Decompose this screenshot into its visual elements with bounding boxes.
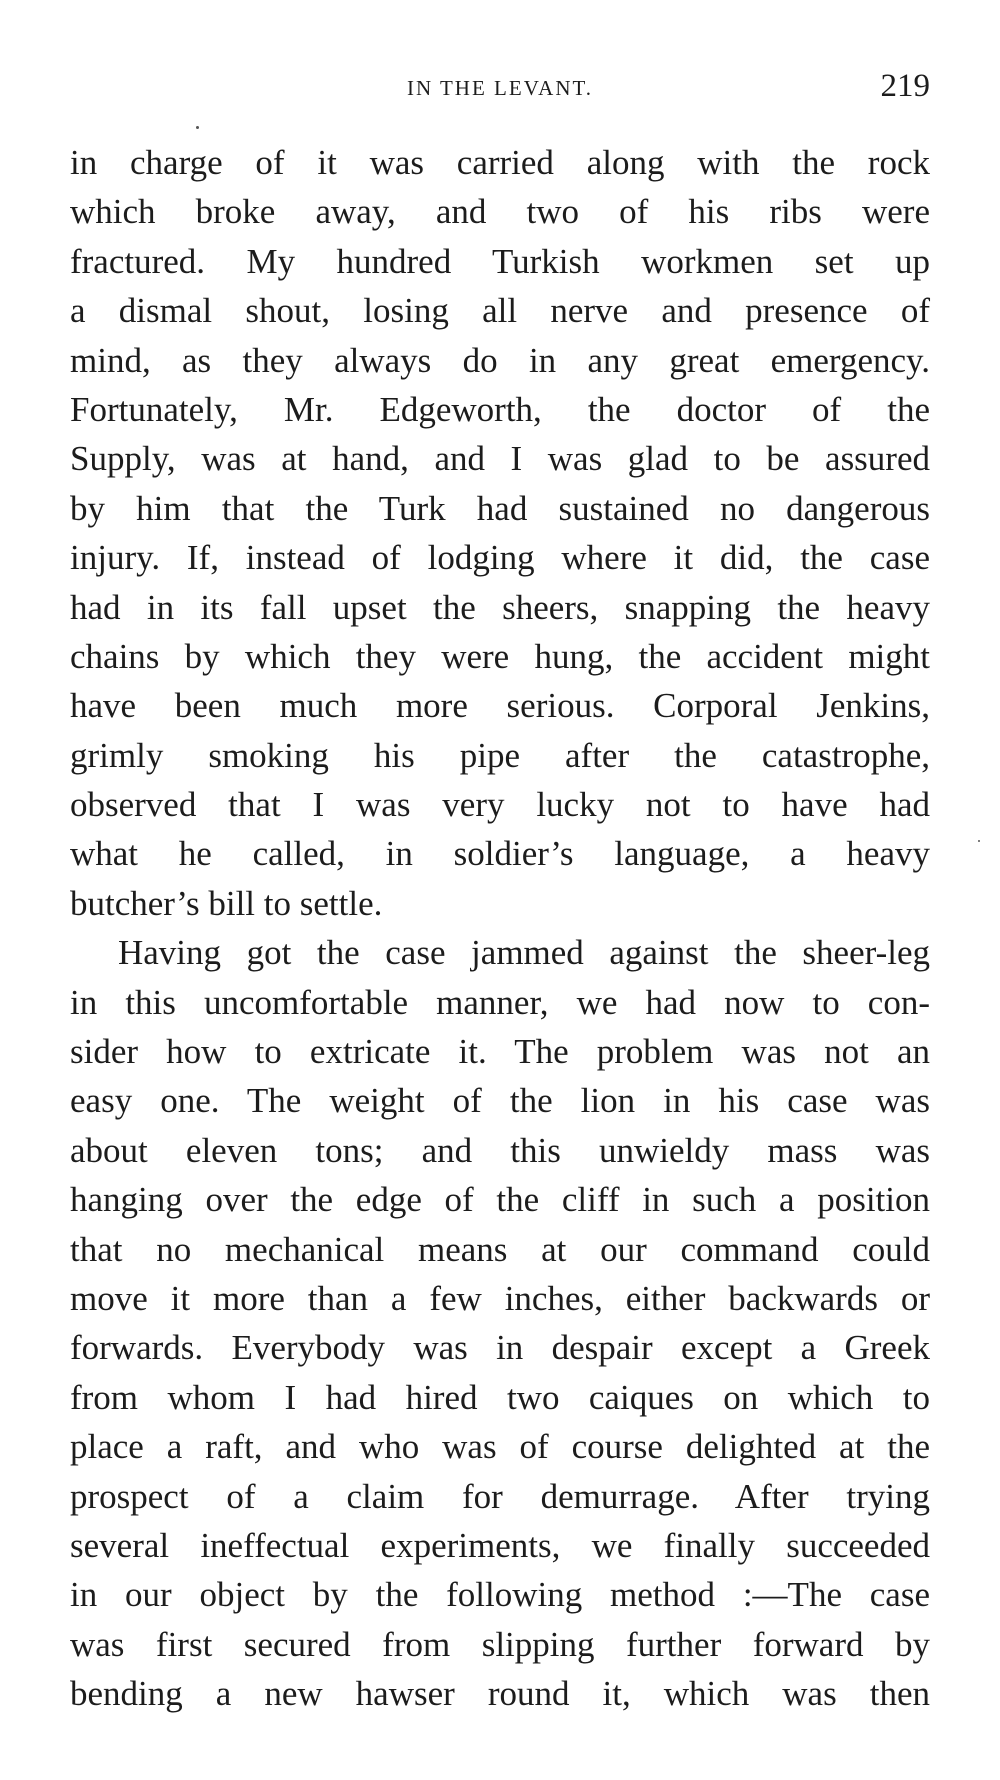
text-line: observed that I was very lucky not to have had — [70, 785, 930, 825]
text-line: Supply, was at hand, and I was glad to be assured — [70, 439, 930, 479]
text-line: about eleven tons; and this unwieldy mass was — [70, 1130, 930, 1170]
paragraph — [70, 138, 930, 928]
text-line: injury. If, instead of lodging where it did, the case — [70, 538, 930, 578]
text-line: in charge of it was carried along with the rock — [70, 143, 930, 182]
text-line: fractured. My hundred Turkish workmen set up — [70, 241, 930, 281]
paragraph — [70, 928, 930, 1718]
text-line: in this uncomfortable manner, we had now to con- — [70, 982, 930, 1022]
text-line: have been much more serious. Corporal Jenkins, — [70, 686, 930, 726]
text-line: Having got the case jammed against the sheer-leg — [118, 933, 930, 973]
text-line: easy one. The weight of the lion in his case was — [70, 1081, 930, 1121]
text-line: sider how to extricate it. The problem was not an — [70, 1032, 930, 1072]
text-line: which broke away, and two of his ribs were — [70, 192, 930, 232]
running-head — [70, 68, 930, 108]
text-line: move it more than a few inches, either backwards or — [70, 1278, 930, 1318]
text-line: that no mechanical means at our command could — [70, 1229, 930, 1269]
text-line: butcher’s bill to settle. — [70, 883, 383, 923]
text-line: mind, as they always do in any great emergency. — [70, 340, 930, 380]
print-speck — [978, 840, 980, 842]
page-number: 219 — [880, 68, 930, 104]
text-line: hanging over the edge of the cliff in such a position — [70, 1180, 930, 1220]
body-text — [70, 138, 930, 1719]
text-line: by him that the Turk had sustained no dangerous — [70, 488, 930, 528]
text-line: what he called, in soldier’s language, a heavy — [70, 834, 930, 874]
text-line: from whom I had hired two caiques on which to — [70, 1377, 930, 1417]
text-line: in our object by the following method :—The case — [70, 1575, 930, 1615]
text-line: several ineffectual experiments, we finally succeeded — [70, 1525, 930, 1565]
text-line: bending a new hawser round it, which was then — [70, 1674, 930, 1714]
text-line: place a raft, and who was of course delighted at the — [70, 1427, 930, 1467]
text-line: had in its fall upset the sheers, snapping the heavy — [70, 587, 930, 627]
text-line: chains by which they were hung, the accident might — [70, 636, 930, 676]
text-line: grimly smoking his pipe after the catastrophe, — [70, 735, 930, 775]
text-line: forwards. Everybody was in despair except a Greek — [70, 1328, 930, 1368]
text-line: prospect of a claim for demurrage. After trying — [70, 1476, 930, 1516]
text-line: a dismal shout, losing all nerve and presence of — [70, 291, 930, 331]
running-title: IN THE LEVANT. — [406, 76, 594, 100]
print-speck — [196, 126, 199, 129]
text-line: Fortunately, Mr. Edgeworth, the doctor of the — [70, 389, 930, 429]
text-line: was first secured from slipping further forward by — [70, 1624, 930, 1664]
